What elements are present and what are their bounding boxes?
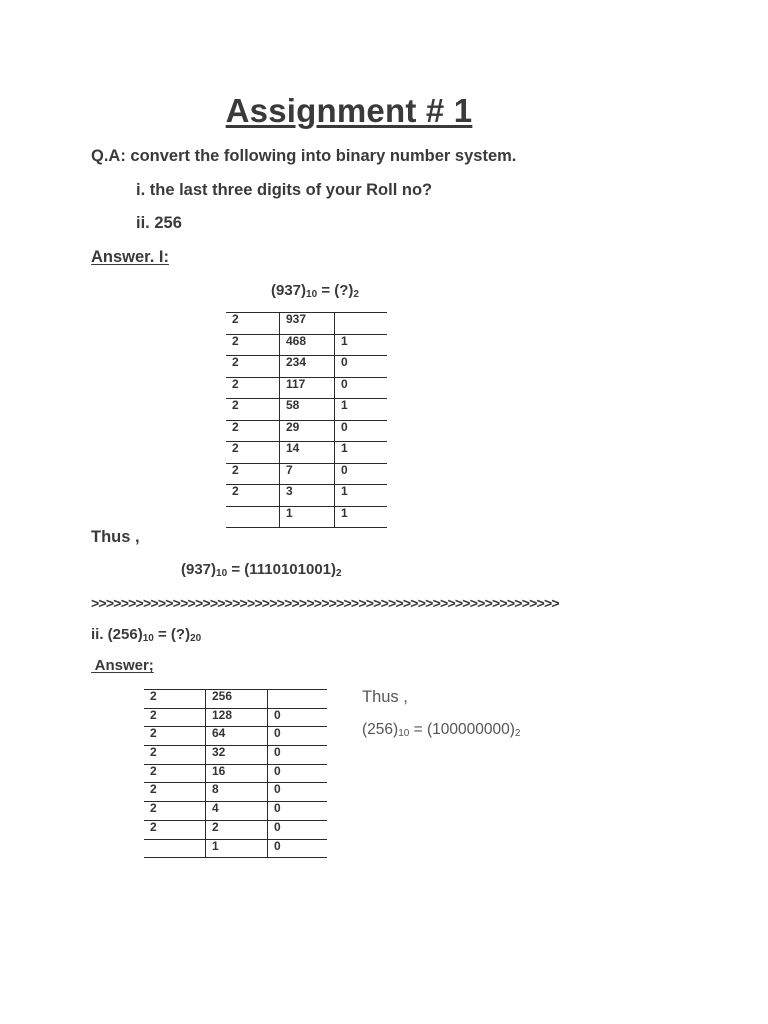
divisor-cell: 2 (144, 802, 206, 821)
remainder-cell: 0 (268, 802, 328, 821)
question-item-1: i. the last three digits of your Roll no? (136, 181, 433, 199)
remainder-cell: 0 (335, 420, 388, 442)
part2-row (144, 708, 327, 727)
answer1-row (226, 506, 387, 528)
remainder-cell: 0 (268, 708, 328, 727)
remainder-cell: 0 (268, 783, 328, 802)
division-table-937 (226, 312, 387, 528)
result-2-lhs: (256) (362, 721, 399, 738)
remainder-cell: 1 (335, 334, 388, 356)
answer-2-label: Answer; (91, 657, 154, 674)
part2-row (144, 839, 327, 858)
quotient-cell: 8 (206, 783, 268, 802)
divisor-cell: 2 (226, 377, 280, 399)
quotient-cell: 128 (206, 708, 268, 727)
quotient-cell: 32 (206, 746, 268, 765)
remainder-cell: 0 (335, 356, 388, 378)
quotient-cell: 468 (280, 334, 335, 356)
divisor-cell: 2 (226, 356, 280, 378)
quotient-cell: 58 (280, 399, 335, 421)
part-2-mid: = (?) (153, 626, 191, 643)
divisor-cell: 2 (144, 727, 206, 746)
divisor-cell: 2 (144, 783, 206, 802)
part2-row (144, 820, 327, 839)
quotient-cell: 7 (280, 463, 335, 485)
divisor-cell: 2 (226, 313, 280, 335)
result-2-lhs-base: 10 (398, 728, 410, 739)
quotient-cell: 937 (280, 313, 335, 335)
remainder-cell: 0 (268, 839, 328, 858)
remainder-cell: 1 (335, 442, 388, 464)
part-2-lhs: ii. (256) (91, 626, 143, 643)
divisor-cell: 2 (226, 420, 280, 442)
quotient-cell: 256 (206, 690, 268, 709)
answer-1-label: Answer. I: (91, 248, 169, 266)
answer1-row (226, 420, 387, 442)
remainder-cell: 1 (335, 506, 388, 528)
quotient-cell: 29 (280, 420, 335, 442)
separator-line: >>>>>>>>>>>>>>>>>>>>>>>>>>>>>>>>>>>>>>>>>>>>>>>>>>>>>>>>>>>>>>> (91, 595, 559, 611)
result-2-mid: = (100000000) (409, 721, 515, 738)
part2-row (144, 746, 327, 765)
remainder-cell: 0 (268, 820, 328, 839)
remainder-cell: 0 (335, 377, 388, 399)
divisor-cell (144, 839, 206, 858)
part2-row (144, 690, 327, 709)
divisor-cell: 2 (144, 820, 206, 839)
remainder-cell: 0 (268, 746, 328, 765)
equation-lhs: (937) (271, 282, 307, 299)
quotient-cell: 1 (280, 506, 335, 528)
question-heading: Q.A: convert the following into binary number system. (91, 147, 517, 165)
quotient-cell: 1 (206, 839, 268, 858)
question-item-2: ii. 256 (136, 214, 182, 232)
remainder-cell: 0 (268, 764, 328, 783)
divisor-cell: 2 (144, 764, 206, 783)
answer1-row (226, 334, 387, 356)
remainder-cell: 1 (335, 485, 388, 507)
part2-row (144, 802, 327, 821)
result-lhs-base: 10 (216, 568, 228, 579)
quotient-cell: 117 (280, 377, 335, 399)
answer1-row (226, 377, 387, 399)
quotient-cell: 234 (280, 356, 335, 378)
result-lhs: (937) (181, 561, 217, 578)
answer-2-result (362, 721, 520, 739)
divisor-cell: 2 (144, 746, 206, 765)
result-2-rhs-base: 2 (514, 728, 521, 739)
answer1-row (226, 485, 387, 507)
page-title: Assignment # 1 (225, 92, 473, 129)
remainder-cell: 1 (335, 399, 388, 421)
answer1-row (226, 356, 387, 378)
divisor-cell: 2 (226, 442, 280, 464)
answer-1-equation (271, 282, 359, 300)
divisor-cell: 2 (226, 334, 280, 356)
part2-row (144, 783, 327, 802)
part-2-rhs-base: 20 (190, 633, 202, 644)
thus-label-1: Thus , (91, 528, 140, 546)
answer1-row (226, 399, 387, 421)
equation-rhs-base: 2 (353, 289, 359, 300)
divisor-cell: 2 (144, 708, 206, 727)
answer1-row (226, 463, 387, 485)
quotient-cell: 64 (206, 727, 268, 746)
part-2-question (91, 626, 201, 644)
divisor-cell: 2 (226, 485, 280, 507)
quotient-cell: 4 (206, 802, 268, 821)
part2-row (144, 727, 327, 746)
division-table-256 (144, 689, 327, 858)
equation-mid: = (?) (317, 282, 354, 299)
quotient-cell: 16 (206, 764, 268, 783)
answer1-row (226, 442, 387, 464)
quotient-cell: 14 (280, 442, 335, 464)
quotient-cell: 2 (206, 820, 268, 839)
remainder-cell: 0 (335, 463, 388, 485)
remainder-cell (268, 690, 328, 709)
remainder-cell (335, 313, 388, 335)
answer-1-result (181, 561, 342, 579)
divisor-cell: 2 (144, 690, 206, 709)
divisor-cell (226, 506, 280, 528)
part-2-lhs-base: 10 (142, 633, 154, 644)
divisor-cell: 2 (226, 399, 280, 421)
answer1-row (226, 313, 387, 335)
quotient-cell: 3 (280, 485, 335, 507)
divisor-cell: 2 (226, 463, 280, 485)
result-rhs-base: 2 (336, 568, 342, 579)
part2-row (144, 764, 327, 783)
remainder-cell: 0 (268, 727, 328, 746)
equation-lhs-base: 10 (306, 289, 318, 300)
result-mid: = (1110101001) (227, 561, 337, 578)
thus-label-2: Thus , (362, 688, 408, 706)
